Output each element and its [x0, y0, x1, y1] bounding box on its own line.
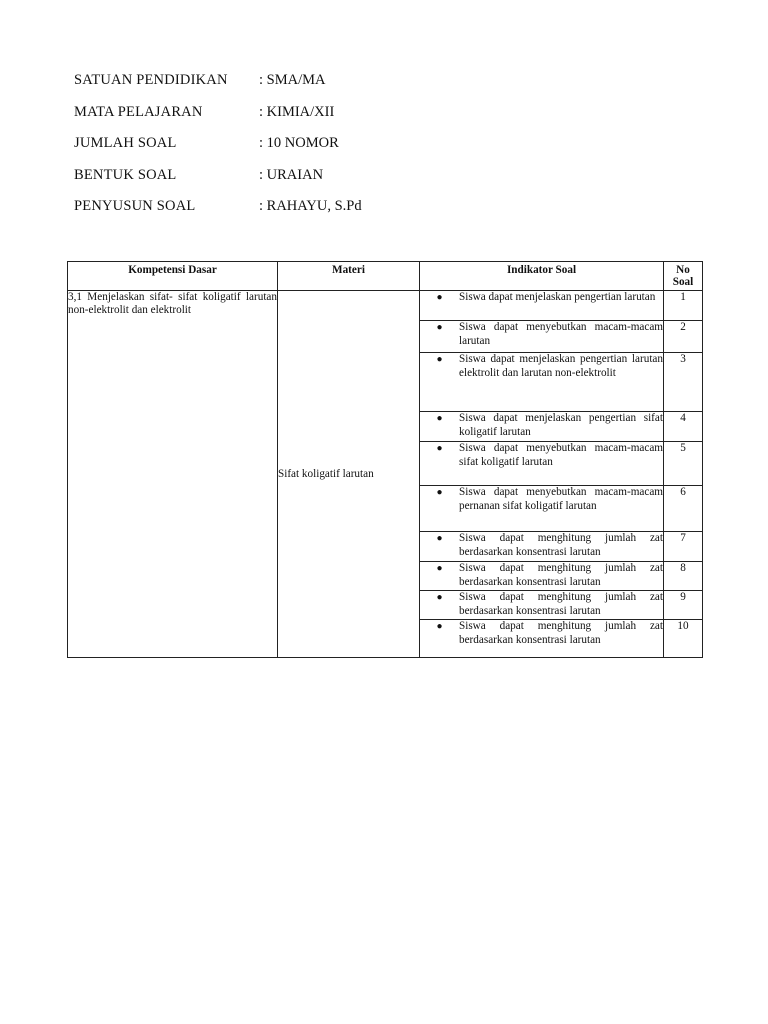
kompetensi-dasar-cell: 3,1 Menjelaskan sifat- sifat koligatif larutan non-elektrolit dan elektrolit: [68, 291, 278, 658]
no-soal-cell: 8: [664, 562, 703, 591]
info-row-jumlah: [74, 133, 362, 165]
indikator-text: Siswa dapat menghitung jumlah zat berdasarkan konsentrasi larutan: [459, 562, 663, 588]
info-row-satuan: [74, 70, 362, 102]
indikator-text: Siswa dapat menjelaskan pengertian larutan: [459, 291, 656, 303]
bullet-icon: ●: [436, 443, 443, 454]
indikator-text: Siswa dapat menghitung jumlah zat berdasarkan konsentrasi larutan: [459, 620, 663, 646]
indikator-text: Siswa dapat menyebutkan macam-macam pernanan sifat koligatif larutan: [459, 486, 663, 512]
no-soal-cell: 1: [664, 291, 703, 321]
document-header: [74, 70, 362, 228]
info-value: : 10 NOMOR: [259, 135, 339, 151]
indikator-cell: [420, 442, 664, 486]
indikator-cell: [420, 412, 664, 442]
info-label: MATA PELAJARAN: [74, 103, 203, 120]
indikator-cell: [420, 321, 664, 353]
info-label: PENYUSUN SOAL: [74, 198, 196, 214]
no-soal-cell: 4: [664, 412, 703, 442]
indikator-text: Siswa dapat menyebutkan macam-macam sifat koligatif larutan: [459, 442, 663, 468]
no-soal-cell: 5: [664, 442, 703, 486]
bullet-icon: ●: [436, 592, 443, 603]
indikator-text: Siswa dapat menjelaskan pengertian larutan elektrolit dan larutan non-elektrolit: [459, 353, 663, 379]
indikator-cell: [420, 591, 664, 620]
header-no-line2: Soal: [672, 276, 694, 288]
indikator-cell: [420, 353, 664, 412]
header-kompetensi-dasar: Kompetensi Dasar: [68, 262, 278, 291]
no-soal-cell: 6: [664, 486, 703, 532]
indikator-cell: [420, 562, 664, 591]
info-row-bentuk: [74, 165, 362, 197]
no-soal-cell: 9: [664, 591, 703, 620]
info-value: : KIMIA/XII: [259, 103, 335, 120]
no-soal-cell: 7: [664, 532, 703, 562]
indikator-text: Siswa dapat menghitung jumlah zat berdasarkan konsentrasi larutan: [459, 532, 663, 558]
info-value: : URAIAN: [259, 166, 324, 183]
header-no-line1: No: [676, 264, 690, 276]
bullet-icon: ●: [436, 487, 443, 498]
header-materi: Materi: [278, 262, 420, 291]
indikator-cell: [420, 291, 664, 321]
header-no-soal: [664, 262, 703, 291]
bullet-icon: ●: [436, 621, 443, 632]
indikator-cell: [420, 486, 664, 532]
indikator-text: Siswa dapat menghitung jumlah zat berdasarkan konsentrasi larutan: [459, 591, 663, 617]
info-label: JUMLAH SOAL: [74, 135, 177, 151]
bullet-icon: ●: [436, 563, 443, 574]
bullet-icon: ●: [436, 354, 443, 365]
info-value: : RAHAYU, S.Pd: [259, 198, 362, 214]
table-header-row: [68, 262, 703, 291]
bullet-icon: ●: [436, 533, 443, 544]
info-value: : SMA/MA: [259, 72, 326, 88]
header-indikator-soal: Indikator Soal: [420, 262, 664, 291]
indikator-text: Siswa dapat menjelaskan pengertian sifat koligatif larutan: [459, 412, 663, 438]
indikator-text: Siswa dapat menyebutkan macam-macam larutan: [459, 321, 663, 347]
indikator-cell: [420, 620, 664, 658]
materi-cell: Sifat koligatif larutan: [278, 291, 420, 658]
info-label: BENTUK SOAL: [74, 166, 177, 183]
table-row: [68, 291, 703, 321]
info-row-penyusun: [74, 196, 362, 228]
info-row-mapel: [74, 102, 362, 134]
bullet-icon: ●: [436, 322, 443, 333]
bullet-icon: ●: [436, 292, 443, 303]
indikator-cell: [420, 532, 664, 562]
no-soal-cell: 3: [664, 353, 703, 412]
info-label: SATUAN PENDIDIKAN: [74, 72, 228, 88]
no-soal-cell: 2: [664, 321, 703, 353]
kisi-kisi-table: [67, 261, 703, 658]
bullet-icon: ●: [436, 413, 443, 424]
no-soal-cell: 10: [664, 620, 703, 658]
